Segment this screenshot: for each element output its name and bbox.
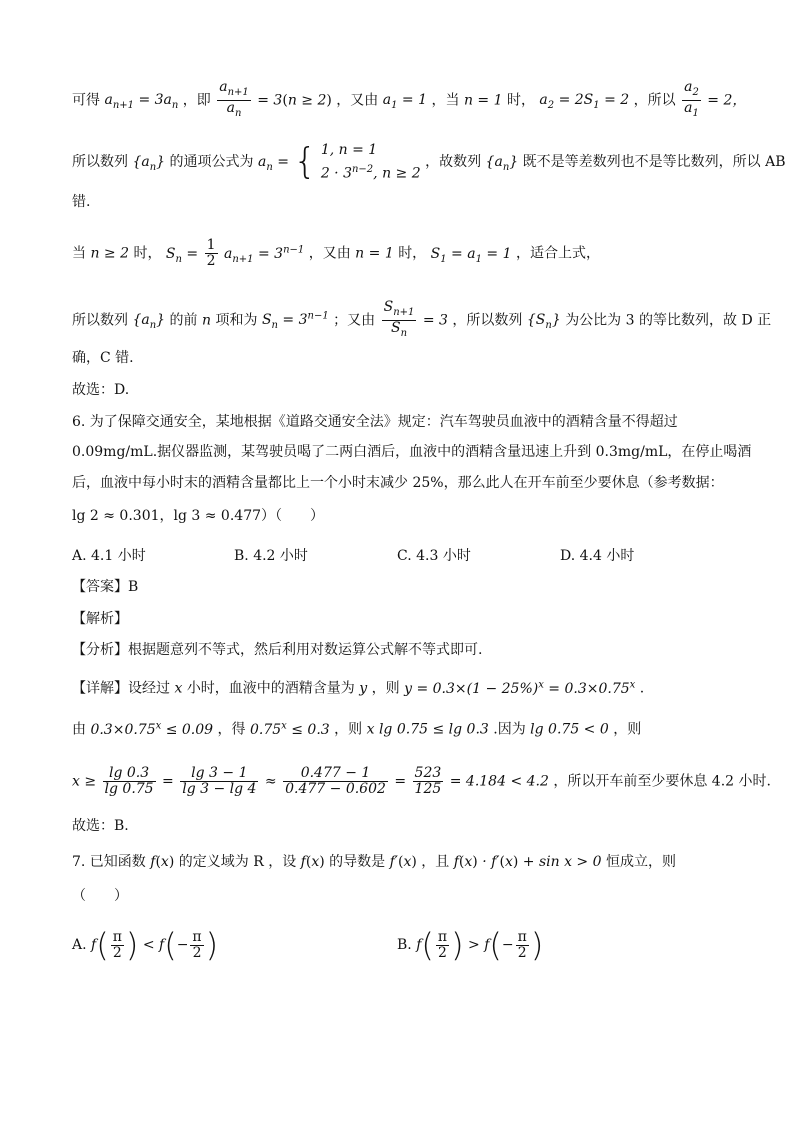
q7-option-b: B. f( $\frac{\pi}{2}$ ) > f(− $\frac{\pi}{2}$ ) <box>397 926 544 964</box>
math-cases: 1, n = 1 $2 \cdot 3^{n-2}$, n ≥ 2 <box>320 142 421 182</box>
math-recurrence: $a_{n+1} = 3a_n$ <box>104 92 179 112</box>
sol5-line2: 所以数列 $\{a_n\}$ 的通项公式为 $a_n$ = { 1, n = 1 $2 \cdot 3^{n-2}$, n ≥ 2 ，故数列 $\{a_n\}$ 既不是等差数列也不是等比数列，所以 AB <box>72 140 786 182</box>
math-model: $y = 0.3\times(1 - 25\%)^x = 0.3\times 0.75^x$ <box>404 679 636 697</box>
sol5-line1: 可得 $a_{n+1} = 3a_n$ ，即 $\frac{a_{n+1}}{a_n}$ = 3(n ≥ 2) ，又由 $a_1 = 1$ ，当 n = 1 时， $a_2 = 2S_1 = 2$ ，所以 $\frac{a_2}{a_1}$ = 2， <box>72 79 747 119</box>
q6-line2: 由 $0.3\times 0.75^x \le 0.09$ ，得 $0.75^x \le 0.3$ ，则 x lg 0.75 ≤ lg 0.3 .因为 lg 0.75 < 0 ，则 <box>72 720 642 738</box>
q6-line3: x ≥ $\frac{\lg 0.3}{\lg 0.75}$ = $\frac{\lg 3 - 1}{\lg 3 - \lg 4}$ ≈ $\frac{0.477 - 1}{0.477 - 0.602}$ = $\frac{523}{125}$ = 4.184 < 4.2 ，所以开车前至少要休息 4.2 小时. <box>72 765 771 797</box>
sol5-line6: 确，C 错. <box>72 350 134 366</box>
q7-paren: （ ） <box>72 888 128 904</box>
q6-option-a: A. 4.1 小时 <box>72 548 146 564</box>
q6-text4: lg 2 ≈ 0.301，lg 3 ≈ 0.477）（ ） <box>72 508 325 524</box>
q6-option-d: D. 4.4 小时 <box>560 548 635 564</box>
sol5-line4: 当 n ≥ 2 时， $S_n$ = $\frac{1}{2}$ $a_{n+1} = 3^{n-1}$ ，又由 n = 1 时， $S_1 = a_1 = 1$ ，适合上式， <box>72 237 600 269</box>
q7-text: 7. 已知函数 f(x) 的定义域为 R ，设 f(x) 的导数是 f′(x) ，且 f(x) · f′(x) + sin x > 0 恒成立，则 <box>72 854 676 870</box>
math-condition: f(x) · f′(x) + sin x > 0 <box>453 854 602 870</box>
sol5-choice: 故选：D. <box>72 382 130 398</box>
q6-text3: 后，血液中每小时末的酒精含量都比上一个小时末减少 25%，那么此人在开车前至少要休息（参考数据： <box>72 475 724 491</box>
math-ratio: $\frac{a_{n+1}}{a_n}$ <box>219 79 249 119</box>
q6-analysis-title: 【解析】 <box>72 611 128 627</box>
q6-text2: 0.09mg/mL.据仪器监测，某驾驶员喝了二两白酒后，血液中的酒精含量迅速上升到 0.3mg/mL，在停止喝酒 <box>72 444 752 460</box>
q6-option-c: C. 4.3 小时 <box>397 548 471 564</box>
q6-option-b: B. 4.2 小时 <box>234 548 308 564</box>
q6-answer: 【答案】B <box>72 579 139 595</box>
sol5-line5: 所以数列 $\{a_n\}$ 的前 n 项和为 $S_n = 3^{n-1}$ ；又由 $\frac{S_{n+1}}{S_n}$ = 3 ，所以数列 $\{S_n\}$ 为公比为 3 的等比数列，故 D 正 <box>72 299 772 339</box>
q6-text1: 6. 为了保障交通安全，某地根据《道路交通安全法》规定：汽车驾驶员血液中的酒精含量不得超过 <box>72 414 678 430</box>
q6-choose: 故选：B. <box>72 818 129 834</box>
sol5-line3: 错. <box>72 194 91 210</box>
q6-detail: 【详解】设经过 x 小时，血液中的酒精含量为 y ，则 $y = 0.3\times(1 - 25\%)^x = 0.3\times 0.75^x$ . <box>72 679 645 697</box>
q7-option-a: A. f( $\frac{\pi}{2}$ ) < f(− $\frac{\pi}{2}$ ) <box>72 926 219 964</box>
q6-analysis: 【分析】根据题意列不等式，然后利用对数运算公式解不等式即可. <box>72 642 483 658</box>
